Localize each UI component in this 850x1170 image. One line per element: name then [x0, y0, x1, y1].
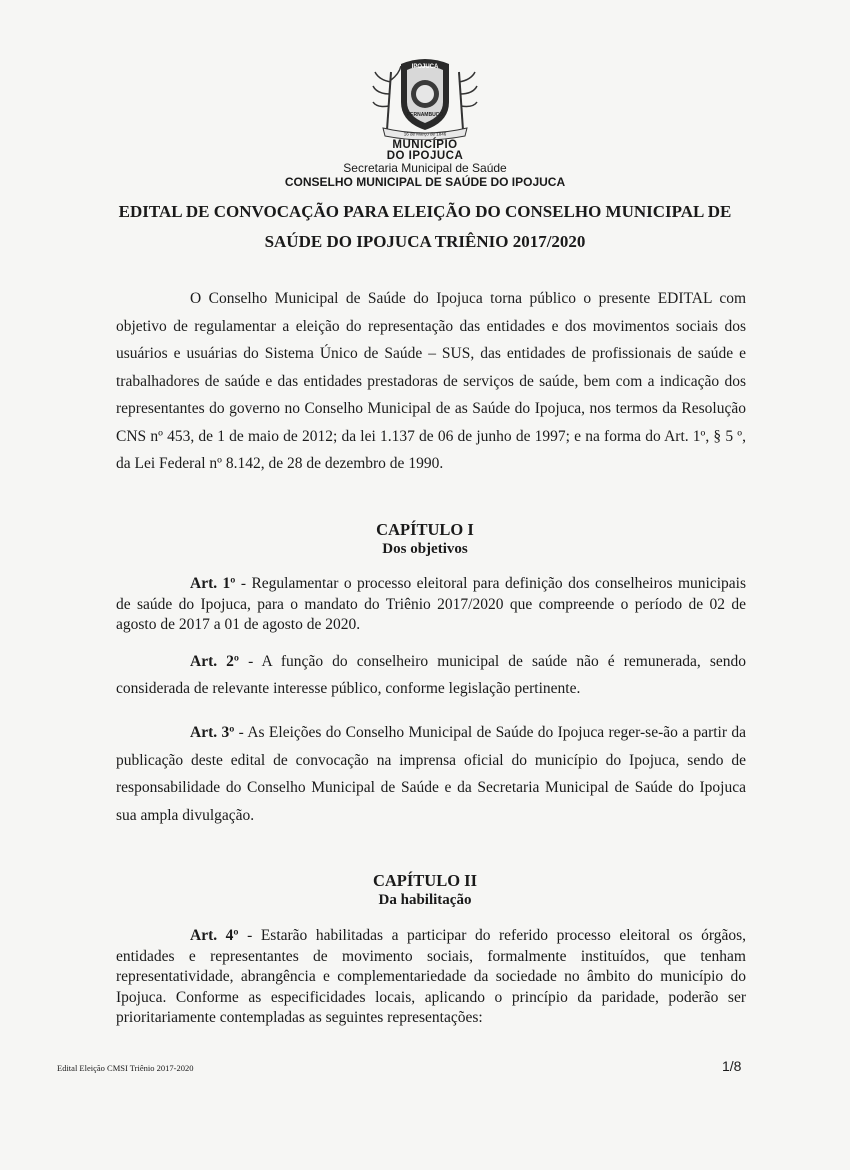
chapter-2-subtitle: Da habilitação	[378, 892, 472, 908]
letterhead	[0, 52, 850, 189]
chapter-1-subtitle: Dos objetivos	[382, 541, 468, 557]
seal-text-bottom: PERNAMBUCO	[406, 112, 444, 118]
chapter-2-number: CAPÍTULO II	[372, 871, 478, 890]
intro-paragraph: O Conselho Municipal de Saúde do Ipojuca torna público o presente EDITAL com objetivo de regulamentar a eleição do representação das entidades e dos movimentos sociais dos usuários e usuárias do Sistema Único de Saúde – SUS, das entidades de profissionais de saúde e trabalhadores de saúde e das entidades prestadoras de serviços de saúde, bem com a indicação dos representantes do governo no Conselho Municipal de as Saúde do Ipojuca, nos termos da Resolução CNS nº 453, de 1 de maio de 2012; da lei 1.137 de 06 de junho de 1997; e na forma do Art. 1º, § 5 º, da Lei Federal nº 8.142, de 28 de dezembro de 1990.	[116, 290, 746, 472]
footer-page-number: 1/8	[722, 1058, 742, 1074]
chapter-1-heading	[0, 520, 850, 558]
title-line-2: SAÚDE DO IPOJUCA TRIÊNIO 2017/2020	[264, 232, 586, 251]
chapter-2-heading	[0, 871, 850, 909]
article-3	[116, 719, 746, 829]
letterhead-municipality: MUNICÍPIO	[392, 139, 458, 151]
title-line-1: EDITAL DE CONVOCAÇÃO PARA ELEIÇÃO DO CONSELHO MUNICIPAL DE	[118, 202, 732, 221]
article-1	[116, 574, 746, 636]
article-3-label: Art. 3º	[190, 724, 235, 741]
article-1-text: - Regulamentar o processo eleitoral para definição dos conselheiros municipais de saúde do Ipojuca, para o mandato do Triênio 2017/2020 que compreende o período de 02 de agosto de 2017 a 01 de agosto de 2020.	[116, 575, 746, 633]
municipal-seal-icon	[365, 52, 485, 140]
footer-document-name: Edital Eleição CMSI Triênio 2017-2020	[57, 1063, 194, 1073]
article-4-text: - Estarão habilitadas a participar do referido processo eleitoral os órgãos, entidades e representantes de movimento sociais, formalmente instituídos, que tenham representatividade, abrangência e complementariedade da sociedade no âmbito do município do Ipojuca. Conforme as especificidades locais, aplicando o princípio da paridade, poderão ser prioritariamente contempladas as seguintes representações:	[116, 927, 746, 1026]
article-1-label: Art. 1º	[190, 575, 236, 592]
article-2-text: - A função do conselheiro municipal de saúde não é remunerada, sendo considerada de relevante interesse público, conforme legislação pertinente.	[116, 653, 746, 697]
article-2	[116, 648, 746, 702]
letterhead-council: CONSELHO MUNICIPAL DE SAÚDE DO IPOJUCA	[284, 175, 566, 189]
seal-date: 16 de Março de 1846	[403, 131, 447, 137]
seal-text-top: IPOJUCA	[411, 64, 439, 70]
article-4	[116, 926, 746, 1029]
letterhead-municipality-name: DO IPOJUCA	[386, 150, 464, 162]
chapter-1-number: CAPÍTULO I	[376, 520, 474, 539]
article-3-text: - As Eleições do Conselho Municipal de Saúde do Ipojuca reger-se-ão a partir da publicação deste edital de convocação na imprensa oficial do município do Ipojuca, sendo de responsabilidade do Conselho Municipal de Saúde e da Secretaria Municipal de Saúde do Ipojuca sua ampla divulgação.	[116, 724, 746, 824]
article-4-label: Art. 4º	[190, 927, 239, 944]
document-title	[100, 197, 750, 257]
article-2-label: Art. 2º	[190, 653, 240, 670]
letterhead-secretariat: Secretaria Municipal de Saúde	[343, 161, 507, 175]
